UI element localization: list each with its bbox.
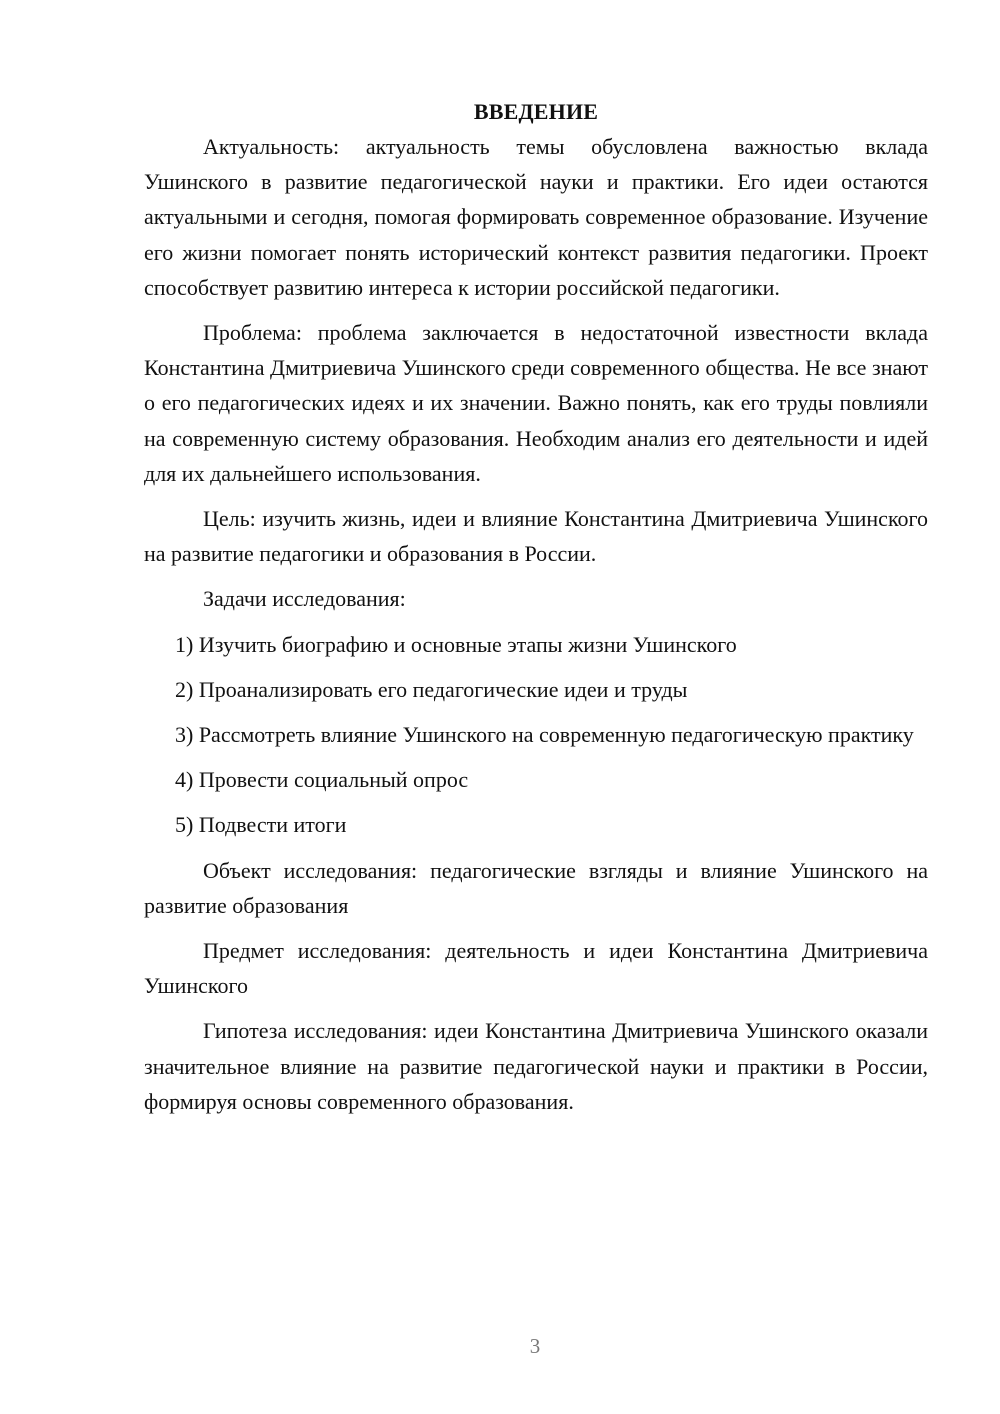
- object-paragraph: Объект исследования: педагогические взгляды и влияние Ушинского на развитие образования: [144, 857, 928, 918]
- subject-paragraph: Предмет исследования: деятельность и идеи Константина Дмитриевича Ушинского: [144, 938, 928, 999]
- problem-paragraph: Проблема: проблема заключается в недостаточной известности вклада Константина Дмитриевича Ушинского среди современного общества. Не все знают о его педагогических идеях и их значении. Важно понять, как его труды повлияли на современную систему образования. Необходим анализ его деятельности и идей для их дальнейшего использования.: [144, 320, 928, 486]
- hypothesis-paragraph: Гипотеза исследования: идеи Константина Дмитриевича Ушинского оказали значительное влияние на развитие педагогической науки и практики в России, формируя основы современного образования.: [144, 1018, 928, 1114]
- page-content: [144, 94, 928, 1129]
- task-item-4: 4) Провести социальный опрос: [175, 767, 469, 793]
- page-number: 3: [529, 1334, 541, 1358]
- task-item-2: 2) Проанализировать его педагогические идеи и труды: [175, 676, 688, 702]
- task-item-1: 1) Изучить биографию и основные этапы жизни Ушинского: [175, 631, 737, 657]
- tasks-title: Задачи исследования:: [203, 586, 406, 612]
- relevance-paragraph: Актуальность: актуальность темы обусловлена важностью вклада Ушинского в развитие педагогической науки и практики. Его идеи остаются актуальными и сегодня, помогая формировать современное образование. Изучение его жизни помогает понять исторический контекст развития педагогики. Проект способствует развитию интереса к истории российской педагогики.: [144, 134, 928, 300]
- goal-paragraph: Цель: изучить жизнь, идеи и влияние Константина Дмитриевича Ушинского на развитие педагогики и образования в России.: [144, 506, 928, 567]
- task-item-5: 5) Подвести итоги: [175, 812, 347, 838]
- task-item-3: 3) Рассмотреть влияние Ушинского на современную педагогическую практику: [175, 722, 914, 748]
- page-title: ВВЕДЕНИЕ: [473, 99, 599, 124]
